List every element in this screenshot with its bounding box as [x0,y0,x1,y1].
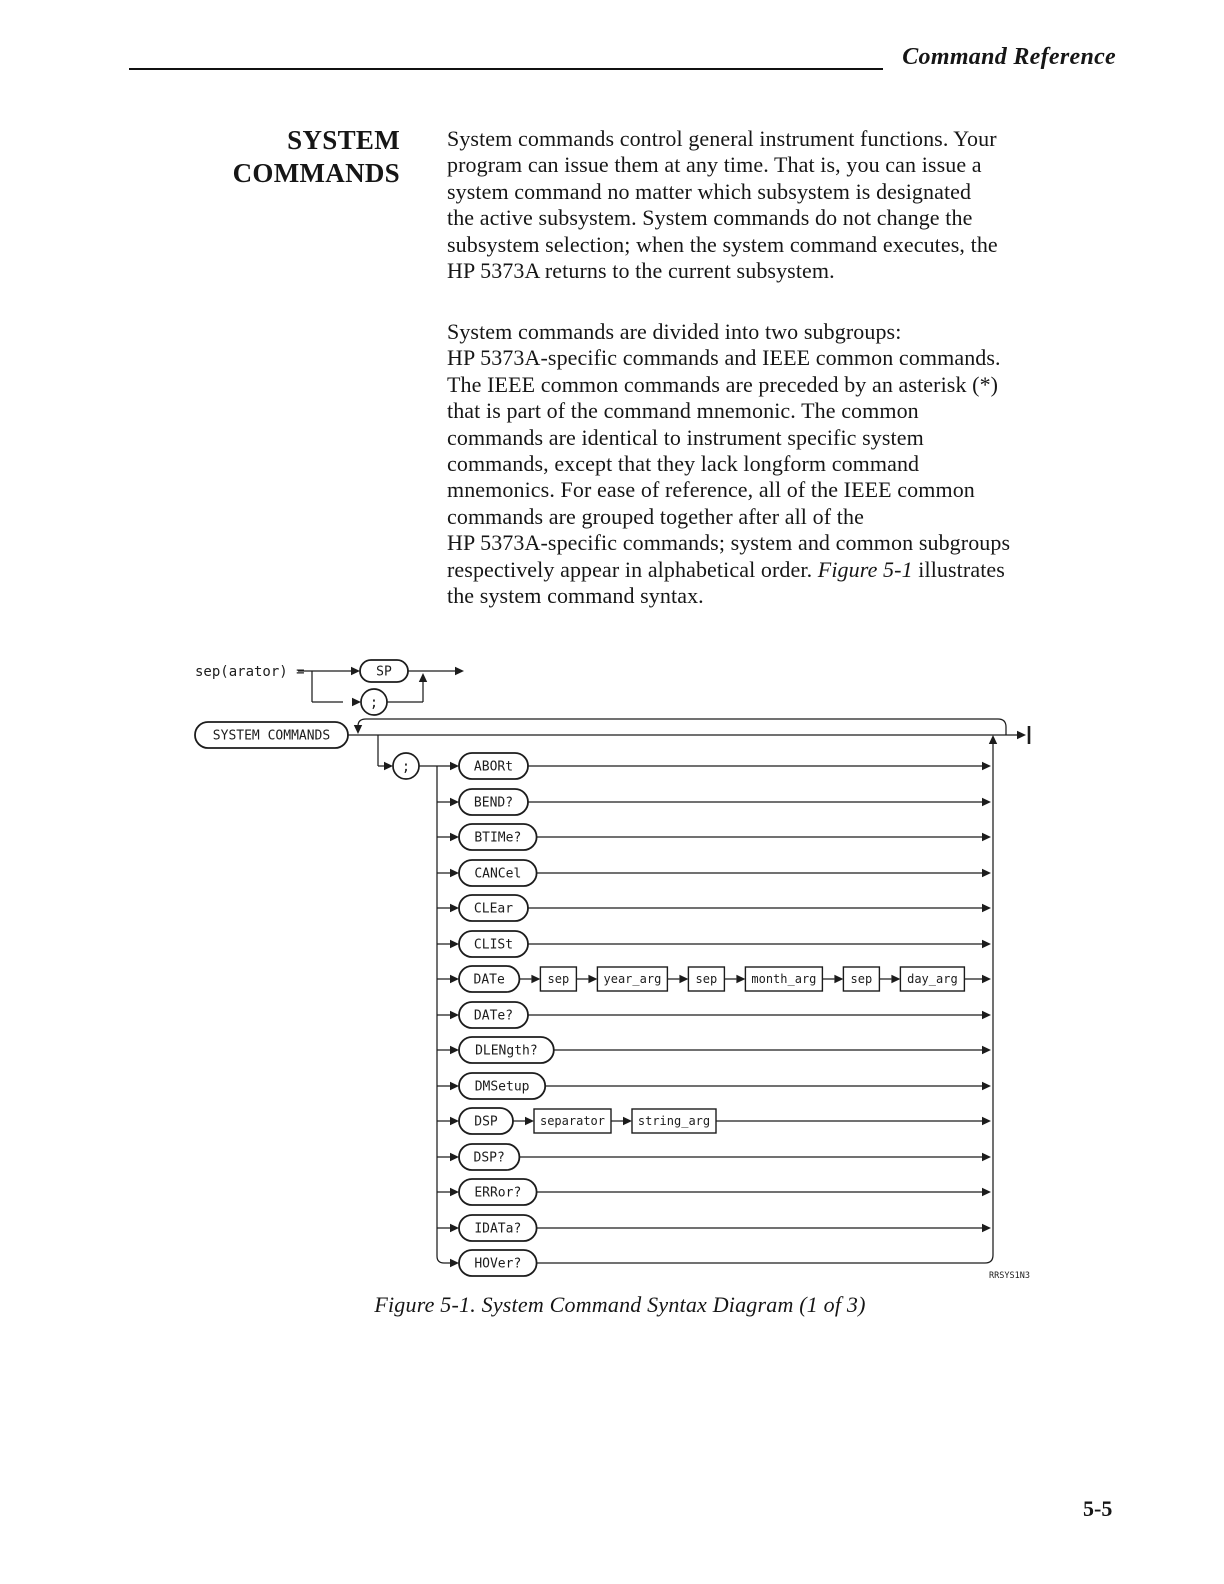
arrow-right-icon [982,1188,991,1196]
arrow-right-icon [450,975,459,983]
para-line: System commands control general instrument functions. Your [447,126,997,151]
arg-separator-label: separator [539,1114,606,1128]
command-date-label: DATe [473,972,505,988]
para-line: System commands are divided into two subgroups: [447,319,902,344]
arrow-right-icon [450,1259,459,1267]
arrow-right-icon [679,975,688,983]
arrow-right-icon [834,975,843,983]
arrow-right-icon [982,940,991,948]
para-line: HP 5373A returns to the current subsystem. [447,258,835,284]
separator-semicolon-label: ; [369,695,379,711]
para-line: mnemonics. For ease of reference, all of the IEEE common [447,477,975,503]
command-hover-label: HOVer? [474,1256,522,1272]
arrow-right-icon [982,1046,991,1054]
arrow-right-icon [450,1011,459,1019]
arrow-right-icon [623,1117,632,1125]
para-line: subsystem selection; when the system command executes, the [447,231,998,257]
command-bend-label: BEND? [473,795,514,811]
page-number: 5-5 [1083,1496,1113,1521]
arrow-right-icon [891,975,900,983]
arrow-right-icon [982,1153,991,1161]
arrow-right-icon [982,798,991,806]
para-line: commands are identical to instrument specific system [447,424,924,450]
command-error-label: ERRor? [474,1185,522,1201]
command-idata-label: IDATa? [474,1221,522,1237]
repeat-loop-rail [358,719,1006,735]
arrow-right-icon [450,1188,459,1196]
arg-string_arg-label: string_arg [637,1114,711,1128]
header-rule [129,68,883,70]
command-btime-label: BTIMe? [474,830,522,846]
command-clear-label: CLEar [473,901,514,917]
arrow-right-icon [351,667,360,675]
arrow-right-icon [982,904,991,912]
paragraph-1 [447,126,1137,284]
section-heading [170,124,400,190]
arg-day_arg-label: day_arg [907,972,958,986]
arrow-down-icon [354,725,362,734]
arg-month_arg-label: month_arg [751,972,817,986]
arg-sep-label: sep [850,972,873,986]
arrow-right-icon [450,904,459,912]
command-abort-label: ABORt [473,759,514,775]
command-dsp-label: DSP? [473,1150,505,1166]
rail [537,1255,993,1263]
arrow-right-icon [450,1082,459,1090]
sep-definition-label: sep(arator) = [195,664,305,680]
command-clist-label: CLISt [473,937,514,953]
para-text: respectively appear in alphabetical order. [447,556,818,582]
command-dlength-label: DLENgth? [475,1043,538,1059]
para-line: commands are grouped together after all of the [447,503,864,529]
paragraph-2 [447,319,1137,609]
command-date-label: DATe? [473,1008,514,1024]
arrow-right-icon [352,698,361,706]
para-line: HP 5373A-specific commands and IEEE common commands. [447,345,1001,371]
arrow-right-icon [525,1117,534,1125]
sp-terminal-label: SP [376,664,392,680]
arrow-right-icon [982,1224,991,1232]
arg-year_arg-label: year_arg [603,972,662,986]
section-heading-line2: COMMANDS [232,158,400,188]
para-line: program can issue them at any time. That is, you can issue a [447,152,982,178]
arrow-right-icon [450,1153,459,1161]
para-line: the system command syntax. [447,583,704,609]
arrow-right-icon [450,1224,459,1232]
para-text: illustrates [912,556,1005,582]
plot-id-label: RRSYS1N3 [989,1271,1030,1281]
arrow-right-icon [982,1082,991,1090]
arrow-right-icon [450,762,459,770]
arrow-up-icon [419,673,427,682]
arrow-right-icon [736,975,745,983]
arrow-right-icon [450,1117,459,1125]
command-dmsetup-label: DMSetup [474,1079,530,1095]
arrow-right-icon [450,1046,459,1054]
para-line: HP 5373A-specific commands; system and common subgroups [447,530,1011,556]
arrow-right-icon [1017,731,1026,739]
arrow-right-icon [982,1011,991,1019]
arrow-right-icon [982,762,991,770]
command-dsp-label: DSP [474,1114,498,1130]
section-heading-line1: SYSTEM [287,125,400,155]
para-line: The IEEE common commands are preceded by an asterisk (*) [447,371,999,397]
para-line-mixed [447,557,1137,583]
arg-sep-label: sep [547,972,570,986]
arrow-right-icon [982,1117,991,1125]
arrow-right-icon [982,869,991,877]
arg-sep-label: sep [695,972,718,986]
arrow-right-icon [982,833,991,841]
arrow-right-icon [588,975,597,983]
arrow-right-icon [450,798,459,806]
figure-reference: Figure 5-1 [817,556,913,582]
arrow-up-icon [989,735,997,744]
arrow-right-icon [384,762,393,770]
para-line: that is part of the command mnemonic. The common [447,398,919,424]
para-line: system command no matter which subsystem is designated [447,178,972,204]
command-separator-label: ; [401,759,411,775]
syntax-diagram [140,636,1100,1296]
arrow-right-icon [450,869,459,877]
arrow-right-icon [531,975,540,983]
figure-caption: Figure 5-1. System Command Syntax Diagram (1 of 3) [374,1292,866,1317]
arrow-right-icon [982,975,991,983]
arrow-right-icon [450,940,459,948]
arrow-right-icon [450,833,459,841]
arrow-right-icon [455,667,464,675]
para-line: the active subsystem. System commands do not change the [447,205,973,231]
system-commands-start-label: SYSTEM COMMANDS [212,728,331,744]
para-line: commands, except that they lack longform command [447,451,920,477]
header-title: Command Reference [902,44,1116,70]
command-cancel-label: CANCel [474,866,522,882]
